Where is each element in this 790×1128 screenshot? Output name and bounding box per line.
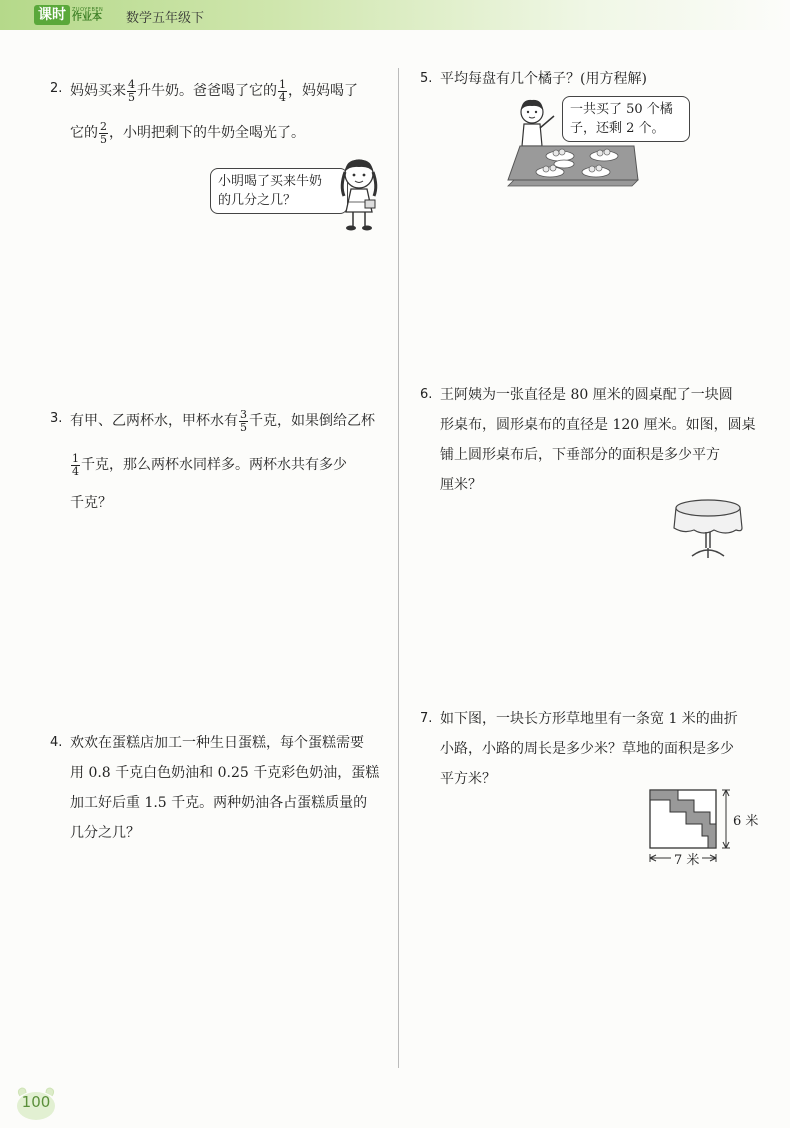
text-span: 妈妈买来 (70, 83, 126, 99)
question-text (70, 74, 390, 150)
text-line: 王阿姨为一张直径是 80 厘米的圆桌配了一块圆 (440, 387, 733, 403)
bubble-line: 的几分之几？ (218, 193, 297, 208)
numerator: 2 (100, 119, 107, 133)
question-number: 2. (50, 81, 63, 96)
question-text (440, 704, 770, 794)
book-title: 数学五年级下 (126, 11, 205, 26)
question-number: 3. (50, 411, 63, 426)
page-number: 100 (21, 1093, 51, 1111)
text-line: 形桌布，圆形桌布的直径是 120 厘米。如图，圆桌 (440, 417, 756, 433)
dimension-height-label: 6 米 (733, 810, 758, 829)
denominator: 4 (72, 464, 79, 478)
text-span: 千克，那么两杯水同样多。两杯水共有多少 (81, 457, 347, 473)
numerator: 3 (240, 407, 247, 421)
denominator: 4 (279, 90, 286, 104)
bubble-line: 子，还剩 2 个。 (570, 121, 665, 136)
text-line: 如下图，一块长方形草地里有一条宽 1 米的曲折 (440, 711, 738, 727)
bubble-line: 一共买了 50 个橘 (570, 102, 673, 117)
text-span: 升牛奶。爸爸喝了它的 (137, 83, 277, 99)
logo-small-text: 作业本 (72, 11, 102, 23)
speech-bubble (210, 168, 348, 214)
fraction (278, 79, 287, 104)
numerator: 1 (72, 451, 79, 465)
question-3 (50, 404, 390, 520)
question-number: 4. (50, 735, 63, 750)
denominator: 5 (128, 90, 135, 104)
question-number: 7. (420, 711, 433, 726)
text-line: 用 0.8 千克白色奶油和 0.25 千克彩色奶油，蛋糕 (70, 765, 380, 781)
header-bar (0, 0, 790, 30)
fraction (99, 121, 108, 146)
girl-illustration (336, 156, 382, 234)
text-line: 厘米？ (440, 477, 482, 493)
text-line: 小路，小路的周长是多少米？草地的面积是多少 (440, 741, 734, 757)
speech-bubble (562, 96, 690, 142)
text-span: 有甲、乙两杯水，甲杯水有 (70, 413, 238, 429)
text-line: 几分之几？ (70, 825, 140, 841)
column-divider (398, 68, 399, 1068)
text-span: ，小明把剩下的牛奶全喝光了。 (109, 125, 305, 141)
dimension-width-label: 7 米 (671, 849, 702, 868)
text-span: ，妈妈喝了 (288, 83, 358, 99)
question-5 (420, 64, 770, 94)
denominator: 5 (240, 420, 247, 434)
question-text (70, 728, 390, 848)
question-text (440, 64, 770, 94)
question-text (440, 380, 770, 500)
numerator: 1 (279, 77, 286, 91)
question-2 (50, 74, 390, 150)
fraction (127, 79, 136, 104)
text-line: 平方米？ (440, 771, 496, 787)
question-number: 6. (420, 387, 433, 402)
numerator: 4 (128, 77, 135, 91)
question-6 (420, 380, 770, 500)
fraction (71, 453, 80, 478)
question-7 (420, 704, 770, 794)
logo-side (72, 8, 103, 23)
text-span: 它的 (70, 125, 98, 141)
text-span: 千克？ (70, 495, 112, 511)
logo-sub-text: ZUOYEBEN (72, 6, 104, 13)
text-line: 加工好后重 1.5 千克。两种奶油各占蛋糕质量的 (70, 795, 368, 811)
bubble-line: 小明喝了买来牛奶 (218, 174, 323, 189)
round-table-illustration (670, 494, 746, 564)
question-4 (50, 728, 390, 848)
text-line: 欢欢在蛋糕店加工一种生日蛋糕，每个蛋糕需要 (70, 735, 364, 751)
text-span: 千克，如果倒给乙杯 (249, 413, 375, 429)
question-text (70, 404, 390, 520)
text-line: 铺上圆形桌布后，下垂部分的面积是多少平方 (440, 447, 720, 463)
fraction (239, 409, 248, 434)
question-number: 5. (420, 71, 433, 86)
text-line: 平均每盘有几个橘子？(用方程解) (440, 71, 647, 87)
brand-logo (34, 5, 103, 25)
logo-main-text: 课时 (34, 5, 70, 25)
denominator: 5 (100, 132, 107, 146)
